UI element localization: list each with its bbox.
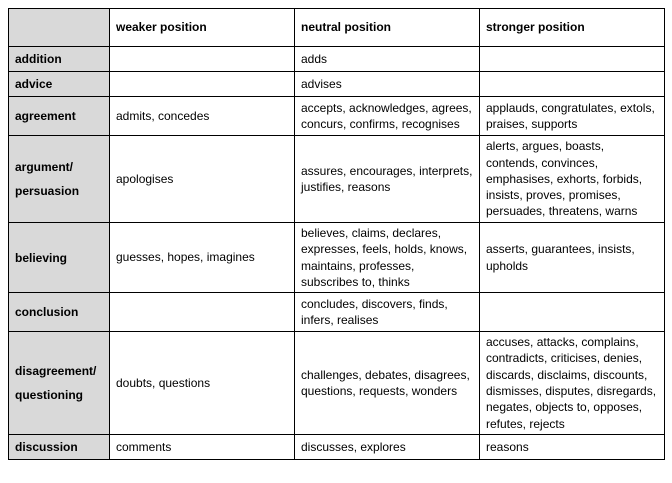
weaker-cell: doubts, questions — [110, 332, 295, 435]
table-row — [9, 97, 665, 136]
header-neutral: neutral position — [295, 9, 480, 47]
weaker-cell — [110, 293, 295, 332]
stronger-cell: asserts, guarantees, insists, upholds — [480, 223, 665, 293]
table-row — [9, 435, 665, 460]
table-row — [9, 293, 665, 332]
row-category: addition — [9, 47, 110, 72]
weaker-cell — [110, 72, 295, 97]
stronger-cell — [480, 72, 665, 97]
table-row — [9, 332, 665, 435]
weaker-cell: guesses, hopes, imagines — [110, 223, 295, 293]
weaker-cell: admits, concedes — [110, 97, 295, 136]
table-row — [9, 136, 665, 223]
stronger-cell: accuses, attacks, complains, contradicts, criticises, denies, discards, disclaims, discounts, dismisses, disputes, disregards, negates, objects to, opposes, refutes, rejects — [480, 332, 665, 435]
table-row — [9, 47, 665, 72]
table-row — [9, 223, 665, 293]
row-category: argument/ persuasion — [9, 136, 110, 223]
stronger-cell: reasons — [480, 435, 665, 460]
table-row — [9, 72, 665, 97]
row-category: agreement — [9, 97, 110, 136]
weaker-cell: apologises — [110, 136, 295, 223]
stronger-cell — [480, 293, 665, 332]
neutral-cell: discusses, explores — [295, 435, 480, 460]
row-category: believing — [9, 223, 110, 293]
header-row — [9, 9, 665, 47]
neutral-cell: concludes, discovers, finds, infers, realises — [295, 293, 480, 332]
header-weaker: weaker position — [110, 9, 295, 47]
neutral-cell: accepts, acknowledges, agrees, concurs, confirms, recognises — [295, 97, 480, 136]
stronger-cell: applauds, congratulates, extols, praises, supports — [480, 97, 665, 136]
row-category: disagreement/ questioning — [9, 332, 110, 435]
header-stronger: stronger position — [480, 9, 665, 47]
weaker-cell — [110, 47, 295, 72]
stronger-cell: alerts, argues, boasts, contends, convinces, emphasises, exhorts, forbids, insists, proves, promises, persuades, threatens, warns — [480, 136, 665, 223]
neutral-cell: advises — [295, 72, 480, 97]
row-category: advice — [9, 72, 110, 97]
neutral-cell: adds — [295, 47, 480, 72]
neutral-cell: challenges, debates, disagrees, questions, requests, wonders — [295, 332, 480, 435]
row-category: discussion — [9, 435, 110, 460]
neutral-cell: believes, claims, declares, expresses, feels, holds, knows, maintains, professes, subscribes to, thinks — [295, 223, 480, 293]
reporting-verbs-table — [8, 8, 665, 460]
header-corner-cell — [9, 9, 110, 47]
weaker-cell: comments — [110, 435, 295, 460]
neutral-cell: assures, encourages, interprets, justifies, reasons — [295, 136, 480, 223]
stronger-cell — [480, 47, 665, 72]
row-category: conclusion — [9, 293, 110, 332]
